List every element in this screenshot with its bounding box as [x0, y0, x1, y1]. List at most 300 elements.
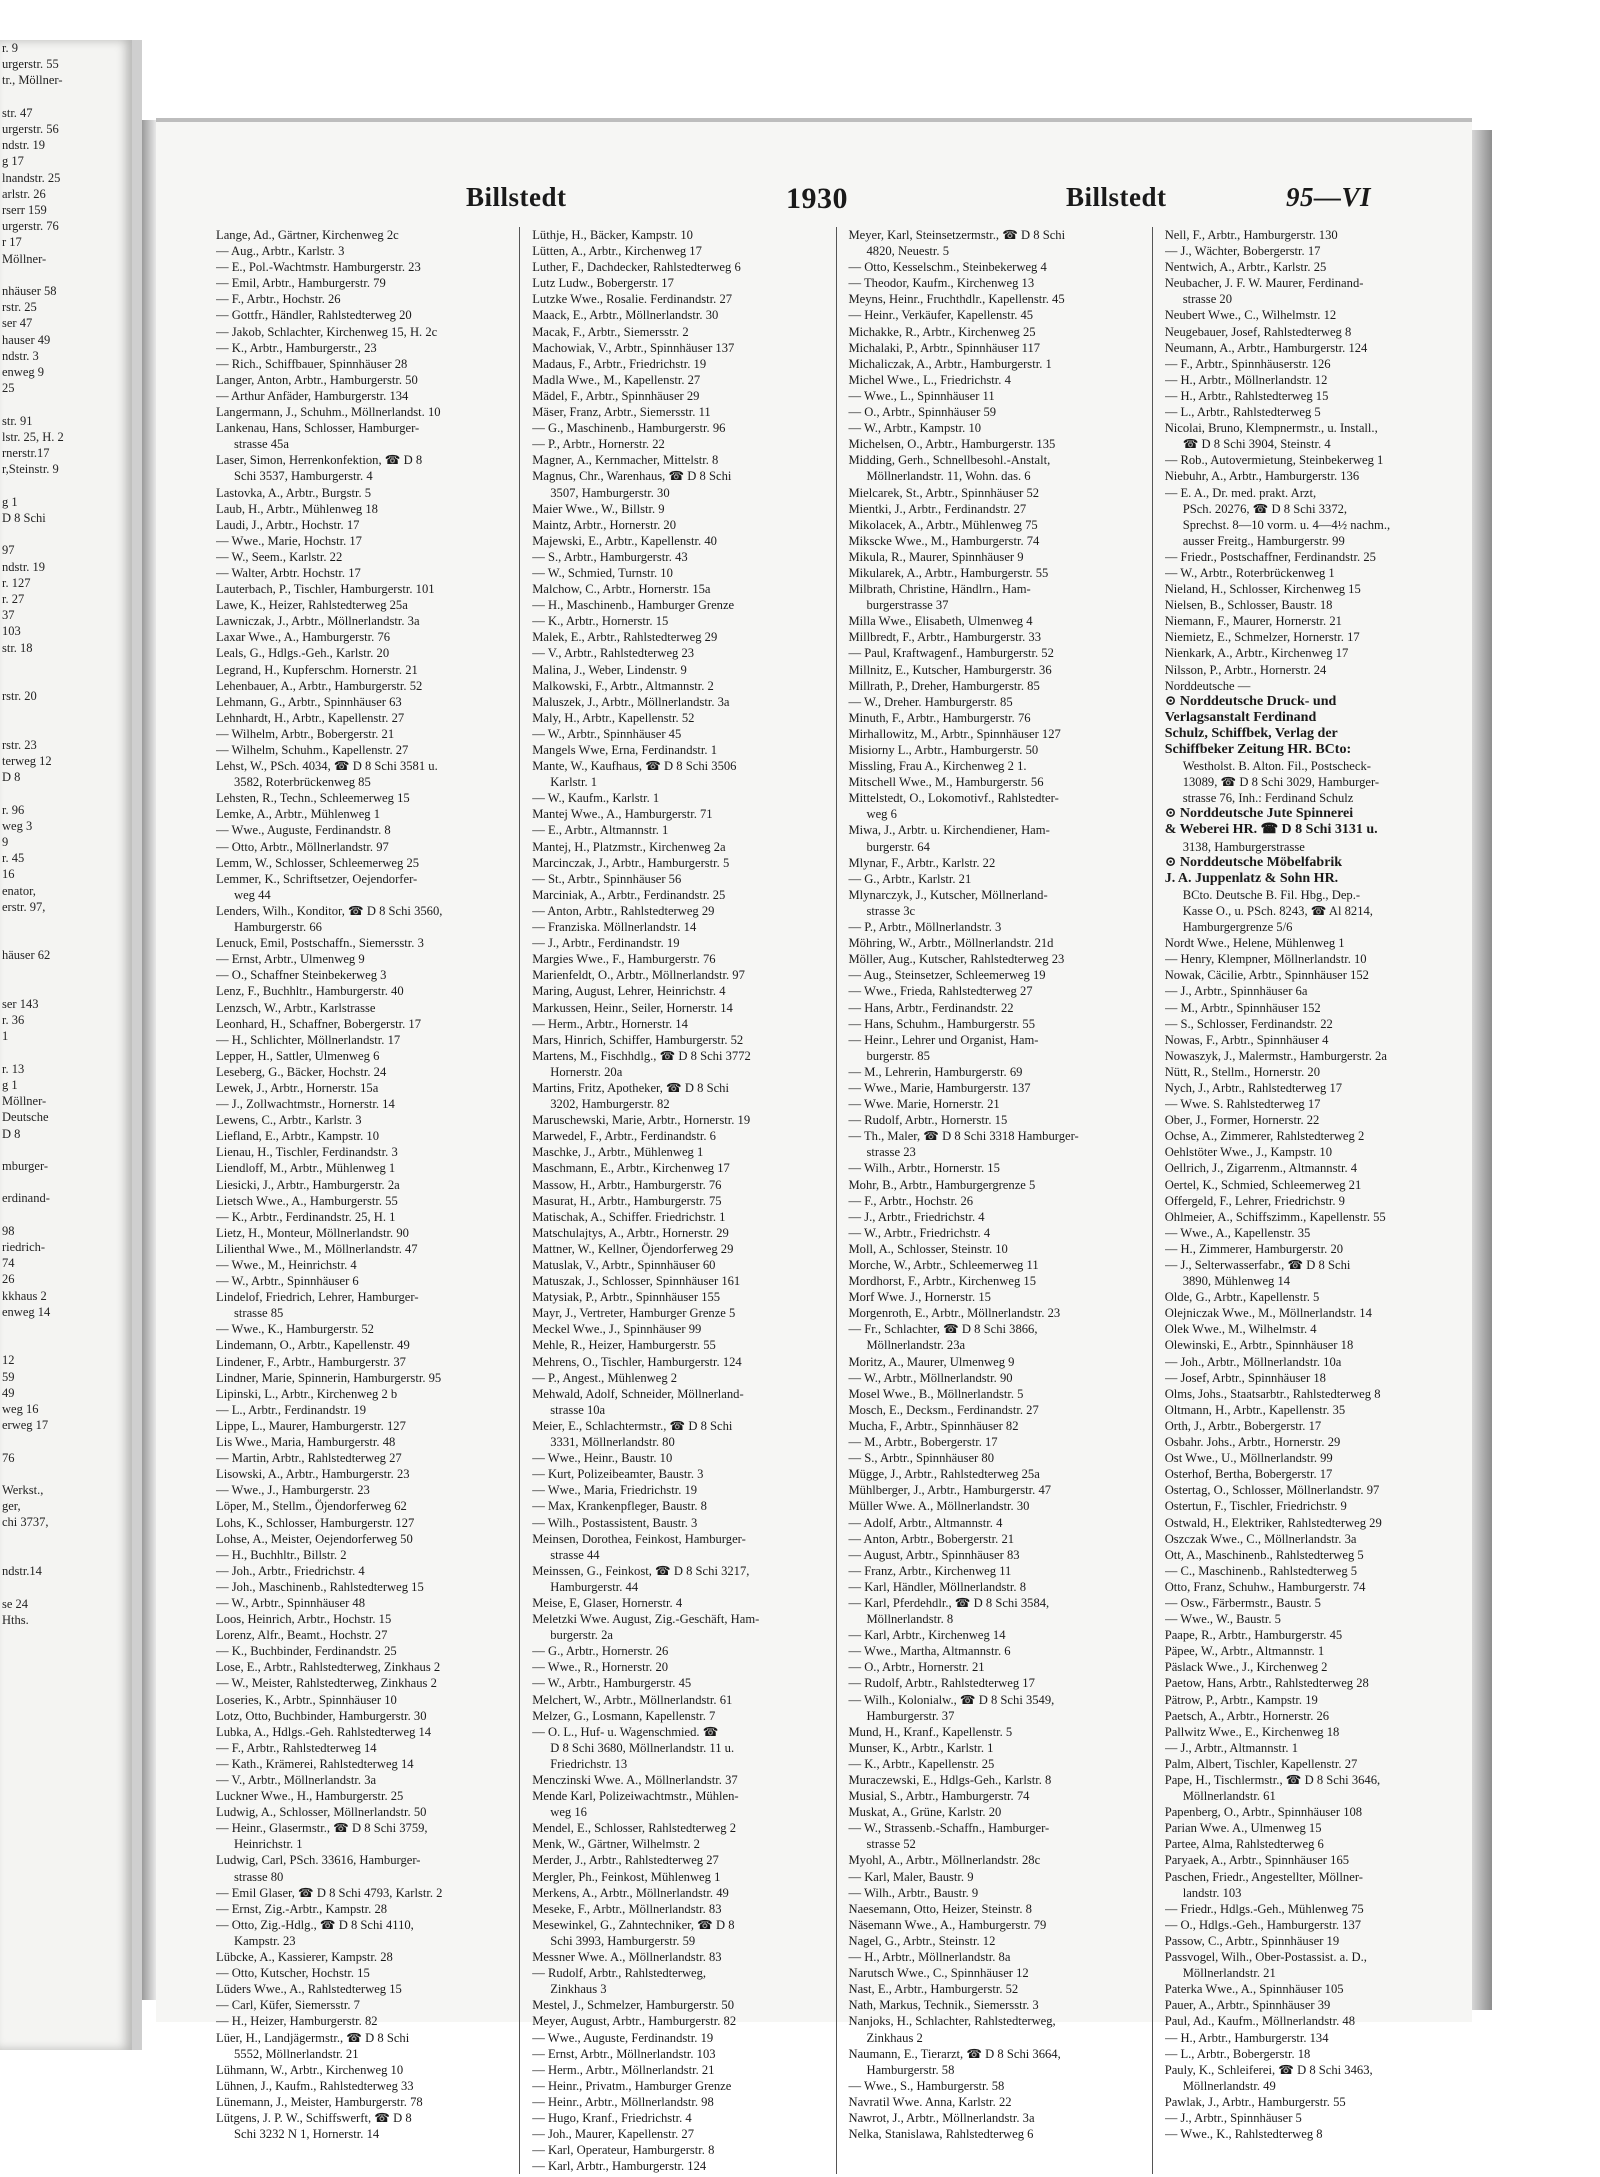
- directory-entry: Neumann, A., Arbtr., Hamburgerstr. 124: [1164, 340, 1368, 355]
- directory-entry: — H., Buchhltr., Billstr. 2: [216, 1547, 347, 1562]
- directory-entry: Paetsch, A., Arbtr., Hornerstr. 26: [1164, 1708, 1330, 1723]
- directory-entry: Meier, E., Schlachtermstr., ☎ D 8 Schi: [532, 1418, 733, 1433]
- directory-entry: Morche, W., Arbtr., Schleemerweg 11: [848, 1258, 1039, 1272]
- entry-continuation: 3582, Roterbrückenweg 85: [234, 775, 371, 790]
- directory-entry: Lastovka, A., Arbtr., Burgstr. 5: [216, 485, 372, 500]
- directory-entry: Lemm, W., Schlosser, Schleemerweg 25: [216, 855, 420, 870]
- left-page-fragment: enweg 14: [2, 1304, 51, 1319]
- directory-entry: Passvogel, Wilh., Ober-Postassist. a. D.,: [1164, 1950, 1367, 1965]
- business-entry: Schulz, Schiffbek, Verlag der: [1164, 725, 1338, 741]
- directory-entry: Olek Wwe., M., Wilhelmstr. 4: [1164, 1322, 1317, 1337]
- directory-entry: Laub, H., Arbtr., Mühlenweg 18: [216, 501, 378, 516]
- directory-entry: Paryaek, A., Arbtr., Spinnhäuser 165: [1164, 1853, 1350, 1868]
- directory-entry: — Heinr., Lehrer und Organist, Ham-: [848, 1032, 1039, 1047]
- directory-entry: Masurat, H., Arbtr., Hamburgerstr. 75: [532, 1193, 722, 1208]
- directory-entry: Majewski, E., Arbtr., Kapellenstr. 40: [532, 533, 717, 548]
- directory-entry: — P., Angest., Mühlenweg 2: [532, 1370, 678, 1385]
- entry-continuation: Zinkhaus 2: [866, 2030, 923, 2045]
- directory-entry: Millrath, P., Dreher, Hamburgerstr. 85: [848, 678, 1040, 693]
- directory-entry: Michelsen, O., Arbtr., Hamburgerstr. 135: [848, 437, 1056, 452]
- left-page-fragment: str. 91: [2, 413, 33, 428]
- directory-entry: Nell, F., Arbtr., Hamburgerstr. 130: [1164, 228, 1338, 242]
- directory-entry: — Joh., Arbtr., Friedrichstr. 4: [216, 1563, 365, 1578]
- directory-entry: Norddeutsche —: [1164, 678, 1251, 693]
- directory-entry: Lewek, J., Arbtr., Hornerstr. 15a: [216, 1080, 379, 1095]
- left-page-fragment: chi 3737,: [2, 1515, 49, 1530]
- directory-entry: Lietsch Wwe., A., Hamburgerstr. 55: [216, 1193, 398, 1208]
- business-entry: ⊙ Norddeutsche Jute Spinnerei: [1164, 806, 1354, 822]
- directory-entry: Löper, M., Stellm., Öjendorferweg 62: [216, 1499, 407, 1514]
- directory-entry: Maruschewski, Marie, Arbtr., Hornerstr. 19: [532, 1113, 751, 1128]
- directory-entry: Otto, Franz, Schuhw., Hamburgerstr. 74: [1164, 1579, 1366, 1594]
- left-page-fragment: g 1: [2, 1078, 18, 1092]
- directory-entry: Nienkark, A., Arbtr., Kirchenweg 17: [1164, 646, 1349, 661]
- directory-entry: Meyer, Karl, Steinsetzermstr., ☎ D 8 Schi: [848, 228, 1066, 242]
- entry-continuation: strasse 85: [234, 1306, 284, 1321]
- directory-entry: — K., Arbtr., Kapellenstr. 25: [848, 1756, 995, 1771]
- left-page-fragment: 97: [2, 543, 15, 558]
- directory-entry: Michalaki, P., Arbtr., Spinnhäuser 117: [848, 340, 1041, 355]
- directory-entry: Loseries, K., Arbtr., Spinnhäuser 10: [216, 1692, 397, 1707]
- directory-entry: Maier Wwe., W., Billstr. 9: [532, 501, 665, 516]
- left-page-fragment: g 17: [2, 154, 24, 169]
- directory-entry: — Otto, Kesselschm., Steinbekerweg 4: [848, 260, 1047, 275]
- directory-entry: Lisowski, A., Arbtr., Hamburgerstr. 23: [216, 1467, 410, 1482]
- directory-entry: — K., Arbtr., Ferdinandstr. 25, H. 1: [216, 1209, 396, 1224]
- directory-entry: Mlynarczyk, J., Kutscher, Möllnerland-: [848, 887, 1048, 902]
- directory-entry: — Theodor, Kaufm., Kirchenweg 13: [848, 276, 1035, 291]
- directory-entry: — Adolf, Arbtr., Altmannstr. 4: [848, 1515, 1003, 1530]
- directory-entry: Müller Wwe. A., Möllnerlandstr. 30: [848, 1499, 1030, 1514]
- directory-entry: Mende Karl, Polizeiwachtmstr., Mühlen-: [532, 1789, 739, 1804]
- entry-continuation: Möllnerlandstr. 49: [1182, 2078, 1276, 2093]
- directory-entry: Magner, A., Kernmacher, Mittelstr. 8: [532, 453, 719, 468]
- directory-entry: Meyer, August, Arbtr., Hamburgerstr. 82: [532, 2014, 737, 2029]
- directory-entry: — H., Zimmerer, Hamburgerstr. 20: [1164, 1241, 1344, 1256]
- entry-continuation: Hamburgerstr. 37: [866, 1708, 955, 1723]
- directory-entry: — V., Arbtr., Möllnerlandstr. 3a: [216, 1773, 377, 1787]
- directory-entry: — W., Arbtr., Friedrichstr. 4: [848, 1225, 991, 1240]
- entry-continuation: strasse 10a: [550, 1402, 606, 1417]
- directory-entry: Mädel, F., Arbtr., Spinnhäuser 29: [532, 388, 700, 403]
- directory-entry: — W., Dreher. Hamburgerstr. 85: [848, 694, 1013, 709]
- left-page-fragment: ser 143: [2, 996, 39, 1011]
- directory-entry: Meseke, F., Arbtr., Möllnerlandstr. 83: [532, 1901, 722, 1916]
- directory-entry: Passow, C., Arbtr., Spinnhäuser 19: [1164, 1933, 1340, 1948]
- directory-entry: Partee, Alma, Rahlstedterweg 6: [1164, 1837, 1324, 1852]
- left-page-fragment: r. 9: [2, 41, 18, 55]
- business-entry: Verlagsanstalt Ferdinand: [1164, 709, 1317, 725]
- left-page-fragment: erstr. 97,: [2, 899, 46, 914]
- directory-entry: — Wwe., Heinr., Baustr. 10: [532, 1451, 673, 1466]
- directory-entry: — Paul, Kraftwagenf., Hamburgerstr. 52: [848, 646, 1054, 661]
- directory-entry: — Wwe., Auguste, Ferdinandstr. 8: [216, 823, 391, 838]
- left-page-fragment: [0, 964, 132, 980]
- entry-continuation: burgerstr. 85: [866, 1048, 930, 1063]
- directory-entry: Lepper, H., Sattler, Ulmenweg 6: [216, 1048, 380, 1063]
- left-page-fragment: Werkst.,: [2, 1483, 44, 1498]
- directory-entry: — C., Maschinenb., Rahlstedterweg 5: [1164, 1563, 1358, 1578]
- entry-continuation: Möllnerlandstr. 8: [866, 1612, 954, 1627]
- entry-continuation: 3331, Möllnerlandstr. 80: [550, 1435, 675, 1450]
- page-header: [156, 182, 1472, 222]
- directory-entry: Milbrath, Christine, Händlrn., Ham-: [848, 582, 1031, 597]
- directory-entry: Mucha, F., Arbtr., Spinnhäuser 82: [848, 1418, 1019, 1433]
- left-page-fragment: rstr. 20: [2, 689, 37, 704]
- left-page-fragment: [0, 721, 132, 737]
- business-entry: & Weberei HR. ☎ D 8 Schi 3131 u.: [1164, 822, 1378, 838]
- directory-entry: Liefland, E., Arbtr., Kampstr. 10: [216, 1129, 379, 1144]
- directory-entry: Mehwald, Adolf, Schneider, Möllnerland-: [532, 1386, 744, 1401]
- directory-entry: Marcinczak, J., Arbtr., Hamburgerstr. 5: [532, 855, 730, 870]
- left-page-fragment: 98: [2, 1223, 15, 1238]
- directory-entry: Osterhof, Bertha, Bobergerstr. 17: [1164, 1467, 1333, 1482]
- directory-entry: Offergeld, F., Lehrer, Friedrichstr. 9: [1164, 1193, 1345, 1208]
- left-page-fragment: 12: [2, 1353, 15, 1368]
- directory-entry: — H., Arbtr., Möllnerlandstr. 8a: [848, 1950, 1011, 1965]
- directory-entry: Maschmann, E., Arbtr., Kirchenweg 17: [532, 1161, 730, 1176]
- directory-entry: Marwedel, F., Arbtr., Ferdinandstr. 6: [532, 1129, 716, 1144]
- directory-entry: Niemietz, E., Schmelzer, Hornerstr. 17: [1164, 630, 1360, 645]
- directory-entry: Lindelof, Friedrich, Lehrer, Hamburger-: [216, 1290, 419, 1305]
- directory-entry: Paul, Ad., Kaufm., Möllnerlandstr. 48: [1164, 2014, 1355, 2029]
- entry-continuation: strasse 45a: [234, 437, 289, 452]
- entry-continuation: Kasse O., u. PSch. 8243, ☎ Al 8214,: [1182, 903, 1373, 918]
- directory-entry: Ohlmeier, A., Schiffszimm., Kapellenstr. 55: [1164, 1209, 1386, 1224]
- entry-continuation: Kampstr. 23: [234, 1933, 296, 1948]
- directory-entry: Martins, Fritz, Apotheker, ☎ D 8 Schi: [532, 1080, 729, 1095]
- entry-continuation: Schi 3993, Hamburgerstr. 59: [550, 1933, 696, 1948]
- entry-continuation: Sprechst. 8—10 vorm. u. 4—4½ nachm.,: [1182, 517, 1391, 532]
- directory-entry: Nath, Markus, Technik., Siemersstr. 3: [848, 1998, 1039, 2013]
- left-page-fragment: rnerstr.17: [2, 446, 50, 461]
- directory-entry: Oellrich, J., Zigarrenm., Altmannstr. 4: [1164, 1161, 1358, 1176]
- directory-entry: — Hugo, Kranf., Friedrichstr. 4: [532, 2110, 692, 2125]
- directory-entry: Pawlak, J., Arbtr., Hamburgerstr. 55: [1164, 2094, 1346, 2109]
- directory-entry: Neubacher, J. F. W. Maurer, Ferdinand-: [1164, 276, 1364, 291]
- directory-entry: Mügge, J., Arbtr., Rahlstedterweg 25a: [848, 1467, 1040, 1482]
- directory-entry: — Wilh., Kolonialw., ☎ D 8 Schi 3549,: [848, 1692, 1055, 1707]
- directory-entry: — Gottfr., Händler, Rahlstedterweg 20: [216, 308, 412, 323]
- entry-continuation: Heinrichstr. 1: [234, 1837, 303, 1852]
- directory-entry: — G., Maschinenb., Hamburgerstr. 96: [532, 421, 726, 436]
- directory-entry: Mühlberger, J., Arbtr., Hamburgerstr. 47: [848, 1483, 1052, 1498]
- directory-entry: — Hans, Arbtr., Ferdinandstr. 22: [848, 1000, 1014, 1015]
- directory-entry: — Th., Maler, ☎ D 8 Schi 3318 Hamburger-: [848, 1129, 1079, 1144]
- directory-entry: — M., Lehrerin, Hamburgerstr. 69: [848, 1064, 1023, 1079]
- directory-entry: Mantej, H., Platzmstr., Kirchenweg 2a: [532, 839, 726, 854]
- left-page-fragment: urgerstr. 55: [2, 57, 59, 72]
- left-page-fragment: [0, 1045, 132, 1061]
- directory-entry: — Max, Krankenpfleger, Baustr. 8: [532, 1499, 707, 1514]
- left-page-fragment: mburger-: [2, 1159, 49, 1174]
- directory-entry: — Arthur Anfäder, Hamburgerstr. 134: [216, 388, 409, 403]
- directory-entry: Malchow, C., Arbtr., Hornerstr. 15a: [532, 582, 711, 597]
- directory-entry: Merder, J., Arbtr., Rahlstedterweg 27: [532, 1853, 719, 1868]
- directory-entry: — J., Arbtr., Friedrichstr. 4: [848, 1209, 985, 1224]
- directory-entry: Myohl, A., Arbtr., Möllnerlandstr. 28c: [848, 1853, 1041, 1868]
- directory-entry: — Kath., Krämerei, Rahlstedterweg 14: [216, 1756, 414, 1771]
- directory-entry: — Osw., Färbermstr., Baustr. 5: [1164, 1595, 1321, 1610]
- directory-entry: Lipinski, L., Arbtr., Kirchenweg 2 b: [216, 1386, 398, 1401]
- directory-entry: — Rudolf, Arbtr., Hornerstr. 15: [848, 1113, 1008, 1128]
- directory-entry: — F., Arbtr., Hochstr. 26: [216, 292, 341, 307]
- directory-entry: — Wilh., Arbtr., Baustr. 9: [848, 1885, 979, 1900]
- directory-entry: Morf Wwe. J., Hornerstr. 15: [848, 1290, 991, 1305]
- directory-entry: Parian Wwe. A., Ulmenweg 15: [1164, 1821, 1322, 1836]
- left-page-fragment: [0, 785, 132, 801]
- directory-entry: Oehlstöter Wwe., J., Kampstr. 10: [1164, 1145, 1333, 1160]
- directory-entry: Lindener, F., Arbtr., Hamburgerstr. 37: [216, 1354, 406, 1369]
- directory-entry: Mikolacek, A., Arbtr., Mühlenweg 75: [848, 517, 1038, 532]
- left-page-fragment: lnandstr. 25: [2, 170, 61, 185]
- directory-entry: Lenz, F., Buchhltr., Hamburgerstr. 40: [216, 984, 404, 999]
- directory-entry: Mlynar, F., Arbtr., Karlstr. 22: [848, 855, 996, 870]
- directory-entry: — St., Arbtr., Spinnhäuser 56: [532, 871, 682, 886]
- directory-entry: — Rob., Autovermietung, Steinbekerweg 1: [1164, 453, 1384, 468]
- left-page-fragment: 59: [2, 1369, 15, 1384]
- directory-entry: Marienfeldt, O., Arbtr., Möllnerlandstr. 97: [532, 968, 745, 983]
- directory-entry: — Heinr., Glasermstr., ☎ D 8 Schi 3759,: [216, 1821, 428, 1836]
- directory-entry: — Joh., Maschinenb., Rahlstedterweg 15: [216, 1579, 424, 1594]
- entry-continuation: Möllnerlandstr. 23a: [866, 1338, 966, 1353]
- directory-entry: — Rich., Schiffbauer, Spinnhäuser 28: [216, 356, 408, 371]
- column-rule: [519, 227, 520, 2174]
- left-page-fragment: [0, 1531, 132, 1547]
- directory-entry: Meyns, Heinr., Fruchthdlr., Kapellenstr. 45: [848, 292, 1065, 307]
- directory-entry: — Wwe., M., Heinrichstr. 4: [216, 1258, 357, 1272]
- entry-continuation: 13089, ☎ D 8 Schi 3029, Hamburger-: [1182, 775, 1380, 790]
- directory-entry: Pape, H., Tischlermstr., ☎ D 8 Schi 3646,: [1164, 1773, 1381, 1787]
- directory-entry: — O. L., Huf- u. Wagenschmied. ☎: [532, 1724, 719, 1739]
- entry-continuation: 3138, Hamburgerstrasse: [1182, 839, 1305, 854]
- directory-entry: Millbredt, F., Arbtr., Hamburgerstr. 33: [848, 630, 1042, 645]
- directory-entry: Lutzke Wwe., Rosalie. Ferdinandstr. 27: [532, 292, 733, 307]
- directory-entry: — Henry, Klempner, Möllnerlandstr. 10: [1164, 952, 1367, 967]
- directory-entry: Moritz, A., Maurer, Ulmenweg 9: [848, 1354, 1015, 1369]
- directory-entry: Nast, E., Arbtr., Hamburgerstr. 52: [848, 1982, 1019, 1997]
- entry-continuation: weg 44: [234, 887, 271, 902]
- directory-entry: — K., Arbtr., Hornerstr. 15: [532, 614, 669, 629]
- directory-entry: — Wilh., Postassistent, Baustr. 3: [532, 1515, 698, 1530]
- entry-continuation: Möllnerlandstr. 21: [1182, 1966, 1276, 1981]
- directory-entry: Millnitz, E., Kutscher, Hamburgerstr. 36: [848, 662, 1052, 677]
- directory-entry: — J., Arbtr., Altmannstr. 1: [1164, 1740, 1298, 1755]
- directory-entry: — Wwe., K., Rahlstedterweg 8: [1164, 2127, 1323, 2142]
- directory-entry: — Wwe., Maria, Friedrichstr. 19: [532, 1483, 698, 1498]
- directory-entry: — J., Zollwachtmstr., Hornerstr. 14: [216, 1097, 395, 1112]
- directory-entry: — F., Arbtr., Spinnhäuserstr. 126: [1164, 356, 1331, 371]
- directory-entry: — Aug., Steinsetzer, Schleemerweg 19: [848, 968, 1046, 983]
- directory-entry: Ostwald, H., Elektriker, Rahlstedterweg 29: [1164, 1515, 1382, 1530]
- left-page-fragment: [0, 477, 132, 493]
- directory-entry: — August, Arbtr., Spinnhäuser 83: [848, 1547, 1020, 1562]
- entry-column: [1165, 227, 1456, 2174]
- directory-entry: Leonhard, H., Schaffner, Bobergerstr. 17: [216, 1016, 422, 1031]
- left-page-fragment: se 24: [2, 1596, 29, 1611]
- directory-entry: Lawniczak, J., Arbtr., Möllnerlandstr. 3a: [216, 614, 420, 629]
- directory-entry: — Wilhelm, Arbtr., Bobergerstr. 21: [216, 726, 395, 741]
- directory-entry: Osbahr. Johs., Arbtr., Hornerstr. 29: [1164, 1435, 1341, 1450]
- directory-entry: — L., Arbtr., Rahlstedterweg 5: [1164, 405, 1321, 420]
- left-page-fragment: [0, 89, 132, 105]
- directory-entry: Mikularek, A., Arbtr., Hamburgerstr. 55: [848, 565, 1049, 580]
- directory-entry: Oszczak Wwe., C., Möllnerlandstr. 3a: [1164, 1531, 1357, 1546]
- left-page-fragment: [0, 1207, 132, 1223]
- entry-continuation: weg 16: [550, 1805, 587, 1820]
- directory-entry: Lange, Ad., Gärtner, Kirchenweg 2c: [216, 228, 399, 242]
- directory-entry: — Heinr., Arbtr., Möllnerlandstr. 98: [532, 2094, 714, 2109]
- left-page-fragment: [0, 396, 132, 412]
- directory-entry: — S., Arbtr., Hamburgerstr. 43: [532, 549, 688, 564]
- directory-entry: — Wwe., J., Hamburgerstr. 23: [216, 1483, 370, 1498]
- directory-entry: Matschulajtys, A., Arbtr., Hornerstr. 29: [532, 1225, 729, 1240]
- header-district-left: Billstedt: [466, 182, 567, 212]
- entry-continuation: Karlstr. 1: [550, 775, 598, 790]
- left-page-fragment: r. 96: [2, 802, 25, 817]
- directory-entry: Nilsson, P., Arbtr., Hornerstr. 24: [1164, 662, 1327, 677]
- directory-entry: — Aug., Arbtr., Karlstr. 3: [216, 244, 345, 259]
- directory-entry: Lewens, C., Arbtr., Karlstr. 3: [216, 1113, 362, 1128]
- left-page-fragment: D 8 Schi: [2, 510, 46, 525]
- directory-entry: — Ernst, Arbtr., Möllnerlandstr. 103: [532, 2046, 716, 2061]
- directory-entry: — Wilhelm, Schuhm., Kapellenstr. 27: [216, 743, 409, 757]
- directory-entry: Maack, E., Arbtr., Möllnerlandstr. 30: [532, 308, 719, 323]
- entry-continuation: Friedrichstr. 13: [550, 1756, 628, 1771]
- directory-entry: — W., Arbtr., Hamburgerstr. 45: [532, 1676, 692, 1691]
- business-entry: ⊙ Norddeutsche Druck- und: [1164, 693, 1337, 709]
- directory-entry: Nowaszyk, J., Malermstr., Hamburgerstr. 2a: [1164, 1048, 1387, 1063]
- directory-entry: Laudi, J., Arbtr., Hochstr. 17: [216, 517, 360, 532]
- left-page-fragment: Deutsche: [2, 1110, 49, 1125]
- left-page-fragment: rserr 159: [2, 203, 47, 218]
- directory-entry: Lose, E., Arbtr., Rahlstedterweg, Zinkhaus 2: [216, 1660, 441, 1675]
- page-right-edge: [1472, 130, 1492, 2010]
- directory-entry: Machowiak, V., Arbtr., Spinnhäuser 137: [532, 340, 735, 355]
- directory-entry: — Herm., Arbtr., Hornerstr. 14: [532, 1016, 688, 1031]
- left-page-fragment: 1: [2, 1029, 9, 1044]
- left-page-fragment: r. 45: [2, 851, 25, 866]
- directory-entry: — Karl, Operateur, Hamburgerstr. 8: [532, 2143, 715, 2158]
- left-page-fragment: [0, 1320, 132, 1336]
- left-page-fragment: [0, 1142, 132, 1158]
- left-page-fragment: rstr. 25: [2, 300, 37, 315]
- entry-continuation: strasse 44: [550, 1547, 600, 1562]
- left-page-fragment: 9: [2, 834, 9, 849]
- directory-entry: — O., Arbtr., Hornerstr. 21: [848, 1660, 985, 1675]
- directory-entry: — H., Arbtr., Hamburgerstr. 134: [1164, 2030, 1329, 2045]
- directory-entry: Lietz, H., Monteur, Möllnerlandstr. 90: [216, 1225, 409, 1240]
- directory-entry: Möller, Aug., Kutscher, Rahlstedterweg 23: [848, 952, 1065, 967]
- left-page-fragment: 37: [2, 608, 15, 623]
- directory-entry: — Karl, Arbtr., Hamburgerstr. 124: [532, 2159, 707, 2174]
- directory-entry: — H., Heizer, Hamburgerstr. 82: [216, 2014, 378, 2029]
- directory-entry: — W., Kaufm., Karlstr. 1: [532, 791, 660, 806]
- directory-entry: Lenuck, Emil, Postschaffn., Siemersstr. 3: [216, 936, 424, 951]
- left-page-fragment: [0, 656, 132, 672]
- directory-entry: — J., Selterwasserfabr., ☎ D 8 Schi: [1164, 1258, 1351, 1272]
- directory-entry: Mayr, J., Vertreter, Hamburger Grenze 5: [532, 1306, 736, 1321]
- directory-entry: Nych, J., Arbtr., Rahlstedterweg 17: [1164, 1080, 1343, 1095]
- left-page-fragment: kkhaus 2: [2, 1288, 47, 1303]
- directory-entry: Pätrow, P., Arbtr., Kampstr. 19: [1164, 1692, 1318, 1707]
- directory-entry: — Wwe., W., Baustr. 5: [1164, 1612, 1281, 1627]
- left-page-fragment: r 17: [2, 235, 22, 250]
- directory-entry: Langer, Anton, Arbtr., Hamburgerstr. 50: [216, 372, 418, 387]
- left-page-fragment: hauser 49: [2, 332, 51, 347]
- directory-entry: Lenders, Wilh., Konditor, ☎ D 8 Schi 3560,: [216, 903, 443, 918]
- directory-entry: Liendloff, M., Arbtr., Mühlenweg 1: [216, 1161, 396, 1176]
- left-page-fragment: 76: [2, 1450, 15, 1465]
- directory-entry: Matuszak, J., Schlosser, Spinnhäuser 161: [532, 1274, 741, 1289]
- directory-entry: — Wwe., R., Hornerstr. 20: [532, 1660, 669, 1675]
- directory-entry: Lohse, A., Meister, Oejendorferweg 50: [216, 1531, 413, 1546]
- directory-entry: Pauly, K., Schleiferei, ☎ D 8 Schi 3463,: [1164, 2062, 1373, 2077]
- directory-entry: — W., Arbtr., Spinnhäuser 45: [532, 726, 682, 741]
- directory-entry: Michel Wwe., L., Friedrichstr. 4: [848, 372, 1011, 387]
- directory-entry: Palm, Albert, Tischler, Kapellenstr. 27: [1164, 1756, 1358, 1771]
- directory-entry: Lotz, Otto, Buchbinder, Hamburgerstr. 30: [216, 1708, 427, 1723]
- left-page-fragment: urgerstr. 56: [2, 122, 59, 137]
- directory-entry: — W., Arbtr., Möllnerlandstr. 90: [848, 1370, 1013, 1385]
- directory-entry: — Otto, Zig.-Hdlg., ☎ D 8 Schi 4110,: [216, 1917, 414, 1932]
- directory-entry: Messner Wwe. A., Möllnerlandstr. 83: [532, 1950, 722, 1965]
- directory-entry: Päslack Wwe., J., Kirchenweg 2: [1164, 1660, 1328, 1675]
- directory-entry: — M., Arbtr., Bobergerstr. 17: [848, 1435, 998, 1450]
- left-page-fragment: [0, 1466, 132, 1482]
- directory-entry: Mendel, E., Schlosser, Rahlstedterweg 2: [532, 1821, 736, 1836]
- left-page-fragment: D 8: [2, 770, 21, 785]
- left-page-fragment: [0, 1547, 132, 1563]
- directory-entry: Mars, Hinrich, Schiffer, Hamburgerstr. 52: [532, 1032, 744, 1047]
- directory-entry: Macak, F., Arbtr., Siemersstr. 2: [532, 324, 689, 339]
- directory-entry: Lenzsch, W., Arbtr., Karlstrasse: [216, 1000, 376, 1015]
- directory-entry: — Wwe., Auguste, Ferdinandstr. 19: [532, 2030, 714, 2045]
- directory-entry: Misiorny L., Arbtr., Hamburgerstr. 50: [848, 743, 1039, 757]
- directory-entry: — Rudolf, Arbtr., Rahlstedterweg 17: [848, 1676, 1035, 1691]
- left-page-fragment: r,Steinstr. 9: [2, 462, 59, 477]
- entry-continuation: weg 6: [866, 807, 897, 822]
- directory-entry: — Wwe., S., Hamburgerstr. 58: [848, 2078, 1005, 2093]
- directory-entry: Ostertun, F., Tischler, Friedrichstr. 9: [1164, 1499, 1347, 1514]
- directory-entry: — J., Arbtr., Spinnhäuser 6a: [1164, 984, 1308, 999]
- directory-entry: — Wwe., Frieda, Rahlstedterweg 27: [848, 984, 1033, 999]
- directory-entry: — Joh., Maurer, Kapellenstr. 27: [532, 2127, 695, 2142]
- directory-entry: Lis Wwe., Maria, Hamburgerstr. 48: [216, 1435, 396, 1450]
- directory-entry: Maluszek, J., Arbtr., Möllnerlandstr. 3a: [532, 694, 730, 709]
- left-page-fragment: Hths.: [2, 1612, 29, 1627]
- directory-entry: — Anton, Arbtr., Rahlstedterweg 29: [532, 903, 715, 918]
- left-page-fragment: 16: [2, 867, 15, 882]
- directory-entry: Maschke, J., Arbtr., Mühlenweg 1: [532, 1145, 704, 1160]
- directory-entry: Pauer, A., Arbtr., Spinnhäuser 39: [1164, 1998, 1331, 2013]
- entry-continuation: 4820, Neuestr. 5: [866, 244, 950, 259]
- entry-column: [532, 227, 823, 2174]
- directory-entry: Meise, E, Glaser, Hornerstr. 4: [532, 1595, 683, 1610]
- directory-entry: Martens, M., Fischhdlg., ☎ D 8 Schi 3772: [532, 1048, 751, 1063]
- directory-entry: Mehrens, O., Tischler, Hamburgerstr. 124: [532, 1354, 742, 1369]
- directory-entry: Langermann, J., Schuhm., Möllnerlandst. 10: [216, 405, 441, 420]
- directory-entry: Maintz, Arbtr., Hornerstr. 20: [532, 517, 676, 532]
- directory-entry: Olewinski, E., Arbtr., Spinnhäuser 18: [1164, 1338, 1354, 1353]
- directory-entry: — W., Seem., Karlstr. 22: [216, 549, 343, 564]
- directory-entry: Nentwich, A., Arbtr., Karlstr. 25: [1164, 260, 1327, 275]
- entry-continuation: Hamburgergrenze 5/6: [1182, 920, 1293, 935]
- left-page-fragment: [0, 931, 132, 947]
- left-page-fragment: terweg 12: [2, 753, 52, 768]
- left-page-fragment: D 8: [2, 1126, 21, 1141]
- directory-entry: Lankenau, Hans, Schlosser, Hamburger-: [216, 421, 420, 436]
